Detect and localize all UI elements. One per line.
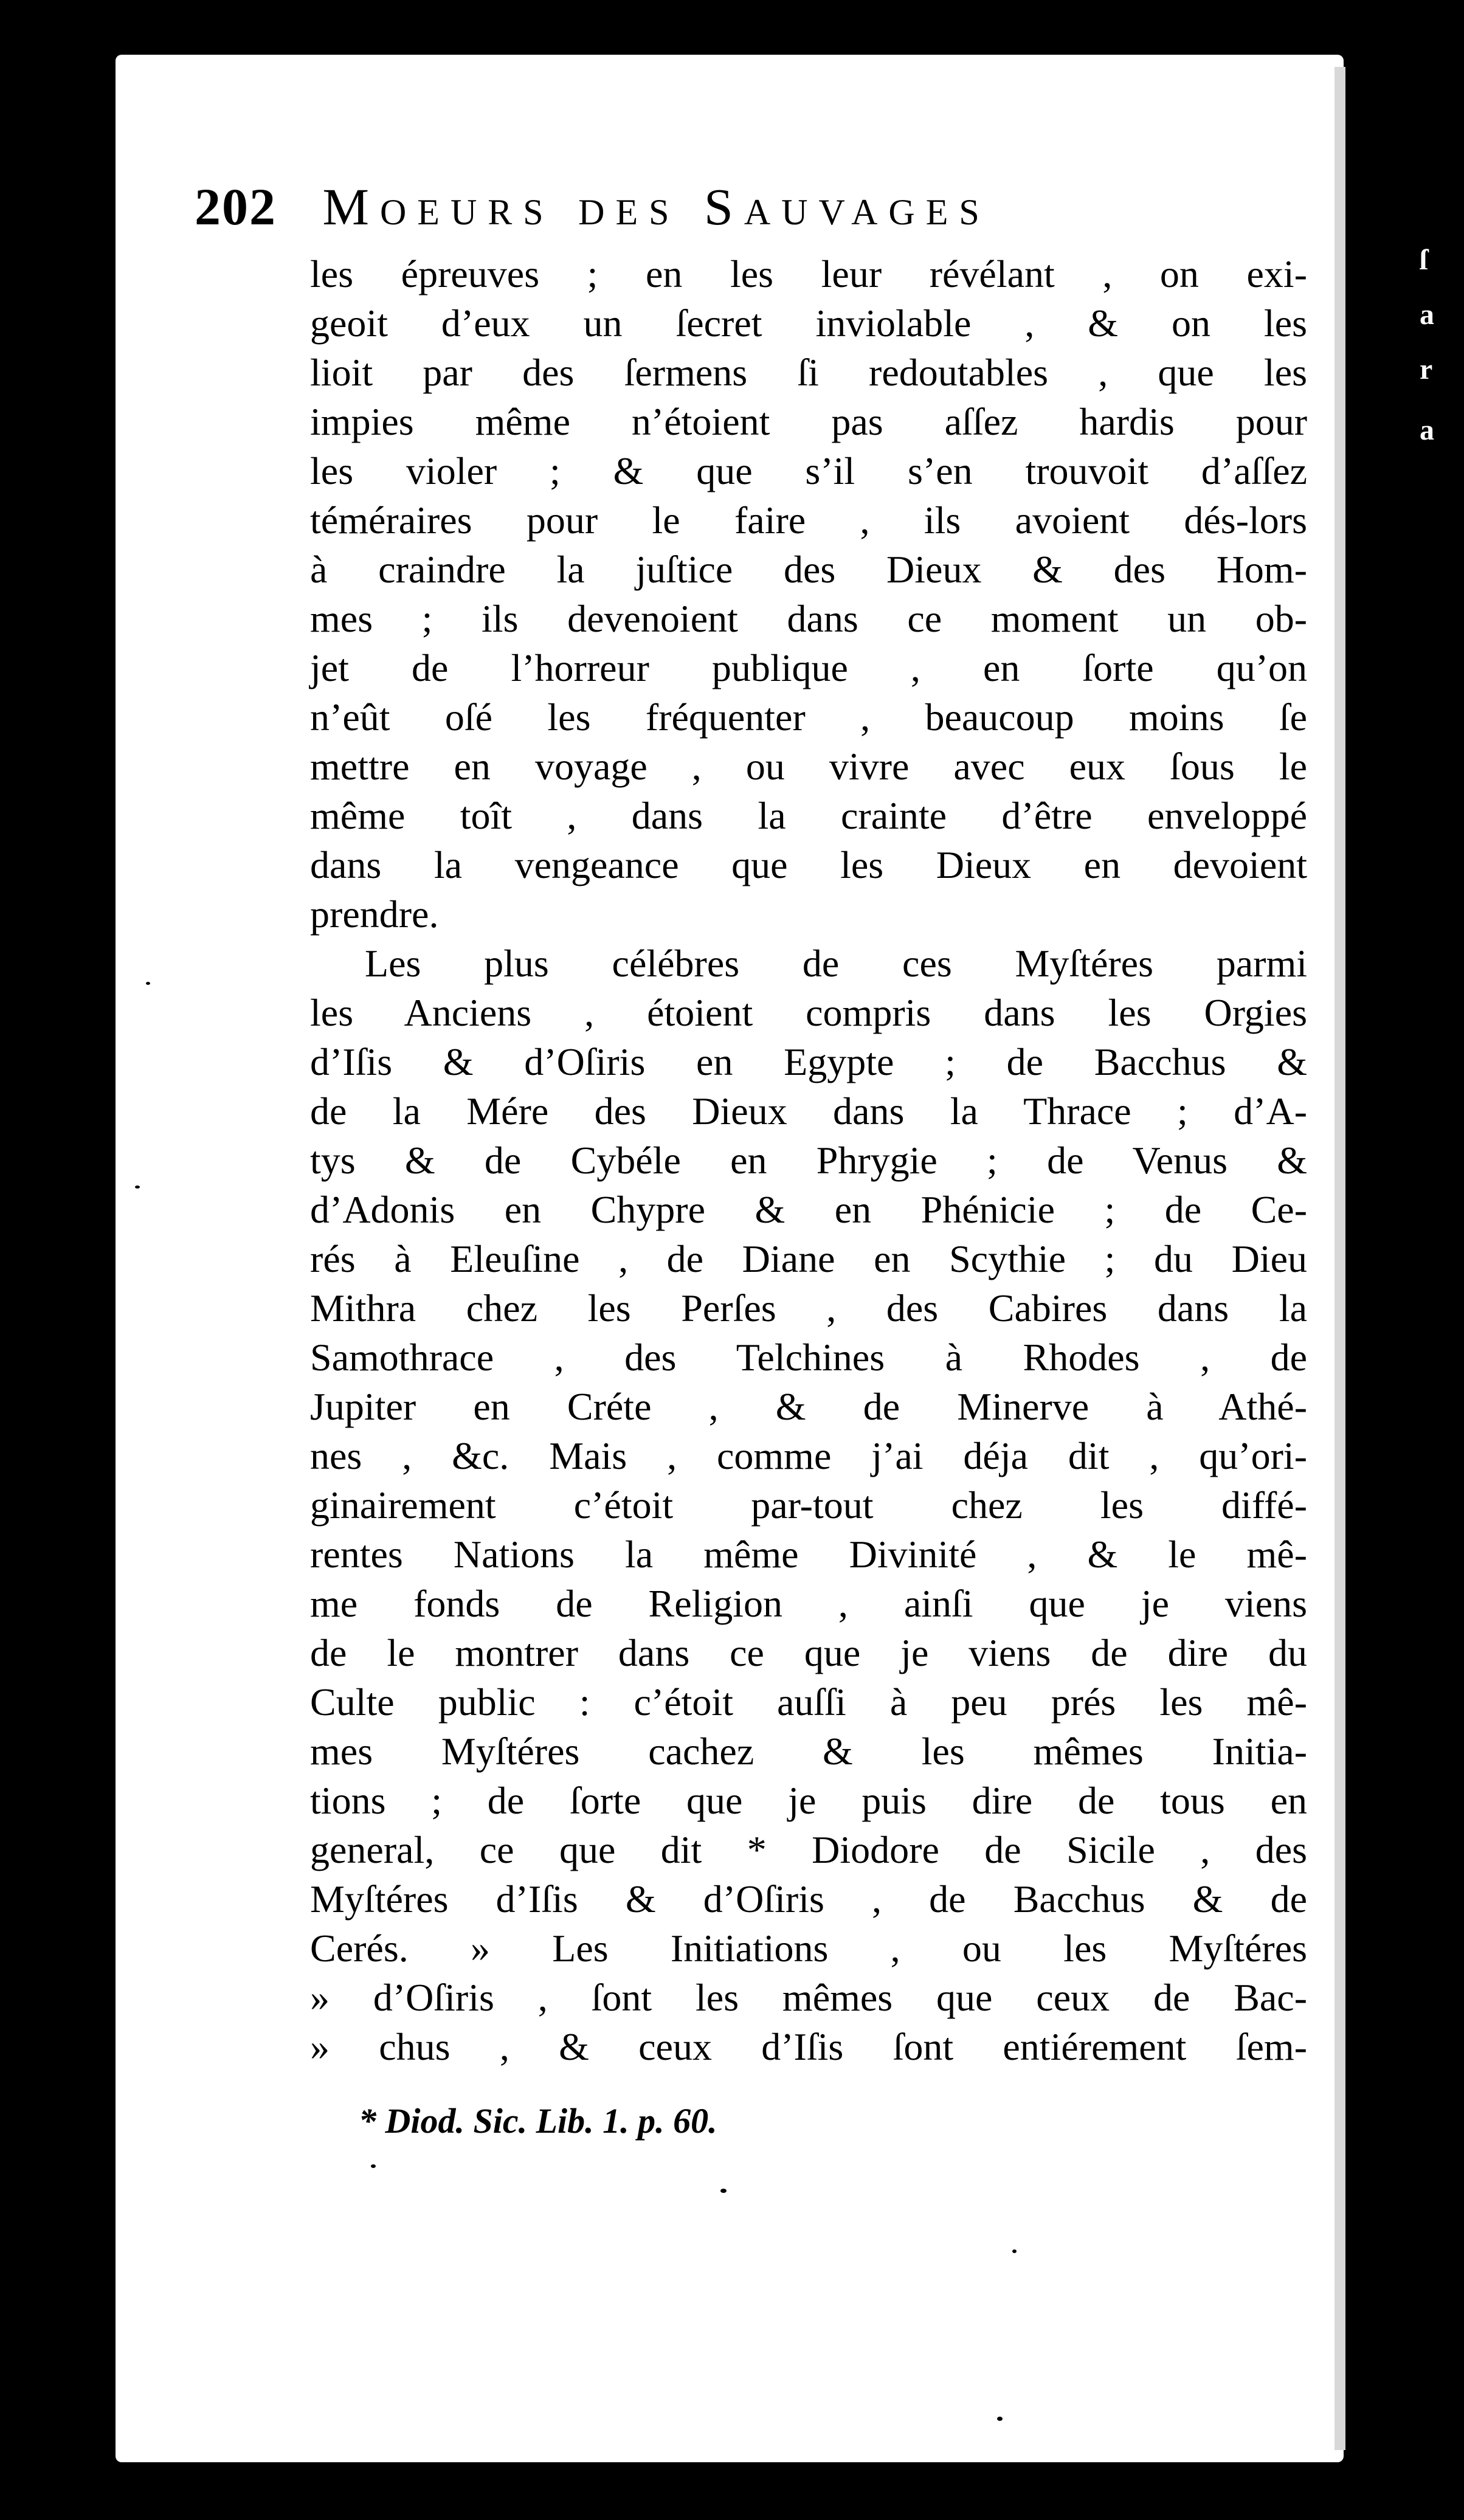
footnote: * Diod. Sic. Lib. 1. p. 60. — [359, 2101, 717, 2141]
text-line: téméraires pour le faire , ils avoient dés-lors — [310, 499, 1307, 542]
text-line: de la Mére des Dieux dans la Thrace ; d’A- — [310, 1089, 1307, 1133]
text-line: lioit par des ſermens ſi redoutables , que les — [310, 351, 1307, 394]
text-line: mes Myſtéres cachez & les mêmes Initia- — [310, 1730, 1307, 1773]
text-line: d’Adonis en Chypre & en Phénicie ; de Ce- — [310, 1188, 1307, 1231]
text-line: impies même n’étoient pas aſſez hardis pour — [310, 400, 1307, 443]
text-line: jet de l’horreur publique , en ſorte qu’on — [310, 646, 1307, 689]
page-edge-shadow — [1335, 67, 1345, 2450]
text-line: les Anciens , étoient compris dans les Orgies — [310, 991, 1307, 1034]
running-title: Moeurs des Sauvages — [322, 178, 990, 236]
text-line: nes , &c. Mais , comme j’ai déja dit , qu’ori- — [310, 1434, 1307, 1477]
ink-speck — [997, 2417, 1003, 2421]
text-line: mettre en voyage , ou vivre avec eux ſous le — [310, 745, 1307, 788]
ink-speck — [146, 982, 150, 985]
text-line: n’eût oſé les fréquenter , beaucoup moins ſe — [310, 696, 1307, 739]
facing-page-letter: r — [1420, 353, 1433, 385]
ink-speck — [720, 2189, 727, 2193]
facing-page-letter: a — [1420, 299, 1434, 331]
ink-speck — [135, 1186, 140, 1189]
page-number: 202 — [195, 178, 277, 236]
text-line: mes ; ils devenoient dans ce moment un ob- — [310, 597, 1307, 640]
text-line: même toît , dans la crainte d’être enveloppé — [310, 794, 1307, 837]
paragraph-start-line: Les plus célébres de ces Myſtéres parmi — [365, 942, 1307, 985]
text-line: rentes Nations la même Divinité , & le mê- — [310, 1533, 1307, 1576]
text-line: tys & de Cybéle en Phrygie ; de Venus & — [310, 1139, 1307, 1182]
ink-speck — [1012, 2249, 1017, 2253]
text-line: les épreuves ; en les leur révélant , on exi- — [310, 252, 1307, 295]
text-line: d’Iſis & d’Oſiris en Egypte ; de Bacchus & — [310, 1040, 1307, 1083]
text-line: tions ; de ſorte que je puis dire de tous en — [310, 1779, 1307, 1822]
facing-page-letter: a — [1420, 414, 1434, 446]
text-line: general, ce que dit * Diodore de Sicile , des — [310, 1828, 1307, 1871]
text-line: ginairement c’étoit par-tout chez les diffé- — [310, 1483, 1307, 1527]
text-line: geoit d’eux un ſecret inviolable , & on les — [310, 302, 1307, 345]
ink-speck — [371, 2164, 376, 2168]
quoted-text-line: » chus , & ceux d’Iſis ſont entiérement ſem- — [310, 2025, 1307, 2068]
text-line: Myſtéres d’Iſis & d’Oſiris , de Bacchus & de — [310, 1877, 1307, 1921]
facing-page-edge — [1398, 231, 1464, 571]
text-line: à craindre la juſtice des Dieux & des Hom- — [310, 548, 1307, 591]
running-head — [195, 176, 1228, 243]
text-line: dans la vengeance que les Dieux en devoient — [310, 843, 1307, 886]
text-line: Mithra chez les Perſes , des Cabires dans la — [310, 1286, 1307, 1330]
text-line: les violer ; & que s’il s’en trouvoit d’aſſez — [310, 449, 1307, 492]
text-line: Samothrace , des Telchines à Rhodes , de — [310, 1336, 1307, 1379]
text-line: Jupiter en Créte , & de Minerve à Athé- — [310, 1385, 1307, 1428]
text-line: rés à Eleuſine , de Diane en Scythie ; du Dieu — [310, 1237, 1307, 1280]
paragraph-end-line: prendre. — [310, 892, 439, 936]
text-line: de le montrer dans ce que je viens de dire du — [310, 1631, 1307, 1674]
quoted-text-line: » d’Oſiris , ſont les mêmes que ceux de Bac- — [310, 1976, 1307, 2019]
body-text — [310, 249, 1307, 2071]
text-line: Cerés. » Les Initiations , ou les Myſtéres — [310, 1927, 1307, 1970]
text-line: me fonds de Religion , ainſi que je viens — [310, 1582, 1307, 1625]
text-line: Culte public : c’étoit auſſi à peu prés les mê- — [310, 1680, 1307, 1724]
facing-page-letter: ſ — [1420, 244, 1428, 276]
